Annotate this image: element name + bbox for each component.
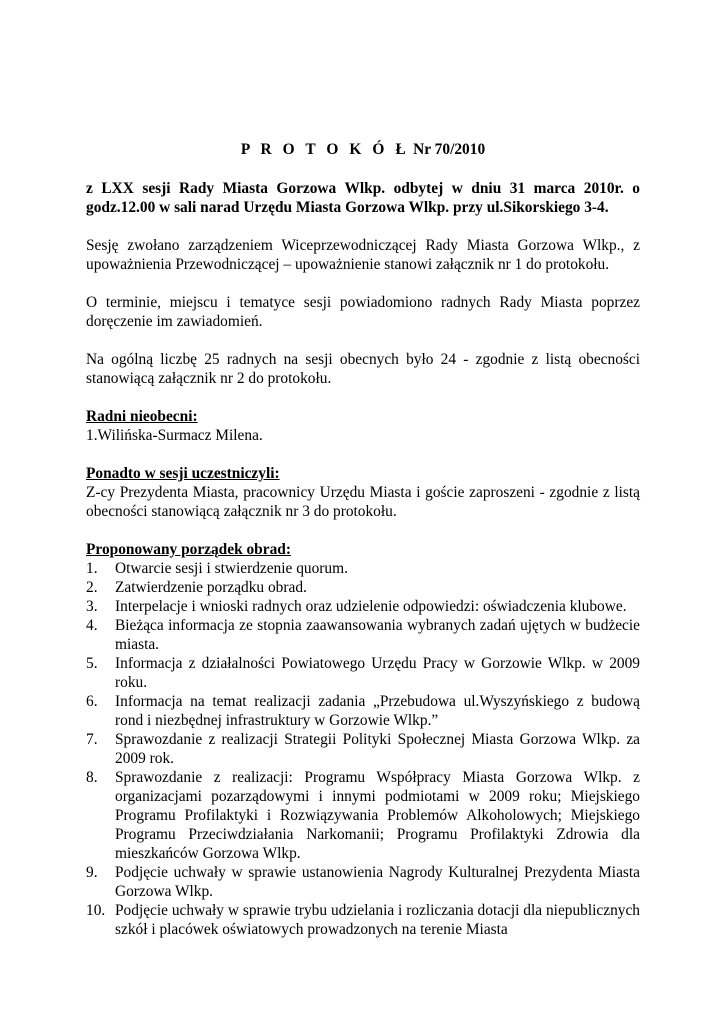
agenda-item-number: 9. bbox=[86, 864, 98, 881]
agenda-item-number: 6. bbox=[86, 693, 98, 710]
agenda-item-number: 3. bbox=[86, 598, 98, 615]
absent-list: 1.Wilińska-Surmacz Milena. bbox=[86, 427, 263, 444]
agenda-item-text: Zatwierdzenie porządku obrad. bbox=[115, 579, 307, 596]
agenda-item bbox=[86, 597, 640, 616]
agenda-item bbox=[86, 578, 640, 597]
agenda-item bbox=[86, 654, 640, 692]
participants-heading: Ponadto w sesji uczestniczyli: bbox=[86, 465, 280, 482]
agenda-item-number: 7. bbox=[86, 731, 98, 748]
agenda-item bbox=[86, 730, 640, 768]
paragraph-convening: Sesję zwołano zarządzeniem Wiceprzewodniczącej Rady Miasta Gorzowa Wlkp., z upoważnienia Przewodniczącej – upoważnienie stanowi załącznik nr 1 do protokołu. bbox=[86, 237, 640, 273]
document-page bbox=[86, 140, 640, 939]
agenda-item-text: Interpelacje i wnioski radnych oraz udzielenie odpowiedzi: oświadczenia klubowe. bbox=[115, 598, 627, 615]
title-main: P R O T O K Ó Ł bbox=[240, 141, 410, 158]
agenda-item bbox=[86, 616, 640, 654]
agenda-item-number: 8. bbox=[86, 769, 98, 786]
agenda-item bbox=[86, 768, 640, 863]
agenda-item-text: Sprawozdanie z realizacji: Programu Współpracy Miasta Gorzowa Wlkp. z organizacjami pozarządowymi i innymi podmiotami w 2009 roku; Miejskiego Programu Profilaktyki i Rozwiązywania Problemów Alkoholowych; Miejskiego Programu Przeciwdziałania Narkomanii; Programu Profilaktyki Zdrowia dla mieszkańców Gorzowa Wlkp. bbox=[115, 769, 640, 862]
agenda-item bbox=[86, 901, 640, 939]
agenda-item-number: 10. bbox=[86, 902, 106, 919]
agenda-item-text: Podjęcie uchwały w sprawie trybu udzielania i rozliczania dotacji dla niepublicznych szkół i placówek oświatowych prowadzonych na terenie Miasta bbox=[115, 902, 640, 938]
document-title bbox=[86, 140, 640, 159]
absent-heading: Radni nieobecni: bbox=[86, 408, 198, 425]
paragraph-attendance: Na ogólną liczbę 25 radnych na sesji obecnych było 24 - zgodnie z listą obecności stanowiącą załącznik nr 2 do protokołu. bbox=[86, 351, 640, 387]
agenda-item-number: 1. bbox=[86, 560, 98, 577]
agenda-item-number: 4. bbox=[86, 617, 98, 634]
agenda-list bbox=[86, 559, 640, 939]
session-subtitle: z LXX sesji Rady Miasta Gorzowa Wlkp. odbytej w dniu 31 marca 2010r. o godz.12.00 w sali narad Urzędu Miasta Gorzowa Wlkp. przy ul.Sikorskiego 3-4. bbox=[86, 180, 640, 216]
agenda-item-number: 5. bbox=[86, 655, 98, 672]
agenda-item bbox=[86, 559, 640, 578]
paragraph-notification: O terminie, miejscu i tematyce sesji powiadomiono radnych Rady Miasta poprzez doręczenie im zawiadomień. bbox=[86, 294, 640, 330]
agenda-item-text: Sprawozdanie z realizacji Strategii Polityki Społecznej Miasta Gorzowa Wlkp. za 2009 rok. bbox=[115, 731, 640, 767]
agenda-item-text: Informacja z działalności Powiatowego Urzędu Pracy w Gorzowie Wlkp. w 2009 roku. bbox=[115, 655, 640, 691]
agenda-item bbox=[86, 692, 640, 730]
participants-text: Z-cy Prezydenta Miasta, pracownicy Urzędu Miasta i goście zaproszeni - zgodnie z listą obecności stanowiącą załącznik nr 3 do protokołu. bbox=[86, 484, 640, 520]
agenda-heading: Proponowany porządek obrad: bbox=[86, 541, 291, 558]
agenda-item-text: Informacja na temat realizacji zadania „Przebudowa ul.Wyszyńskiego z budową rond i niezbędnej infrastruktury w Gorzowie Wlkp.” bbox=[115, 693, 640, 729]
agenda-item-number: 2. bbox=[86, 579, 98, 596]
agenda-item-text: Podjęcie uchwały w sprawie ustanowienia Nagrody Kulturalnej Prezydenta Miasta Gorzowa Wlkp. bbox=[115, 864, 640, 900]
agenda-item bbox=[86, 863, 640, 901]
agenda-item-text: Otwarcie sesji i stwierdzenie quorum. bbox=[115, 560, 348, 577]
agenda-item-text: Bieżąca informacja ze stopnia zaawansowania wybranych zadań ujętych w budżecie miasta. bbox=[115, 617, 640, 653]
title-number: Nr 70/2010 bbox=[413, 141, 486, 158]
